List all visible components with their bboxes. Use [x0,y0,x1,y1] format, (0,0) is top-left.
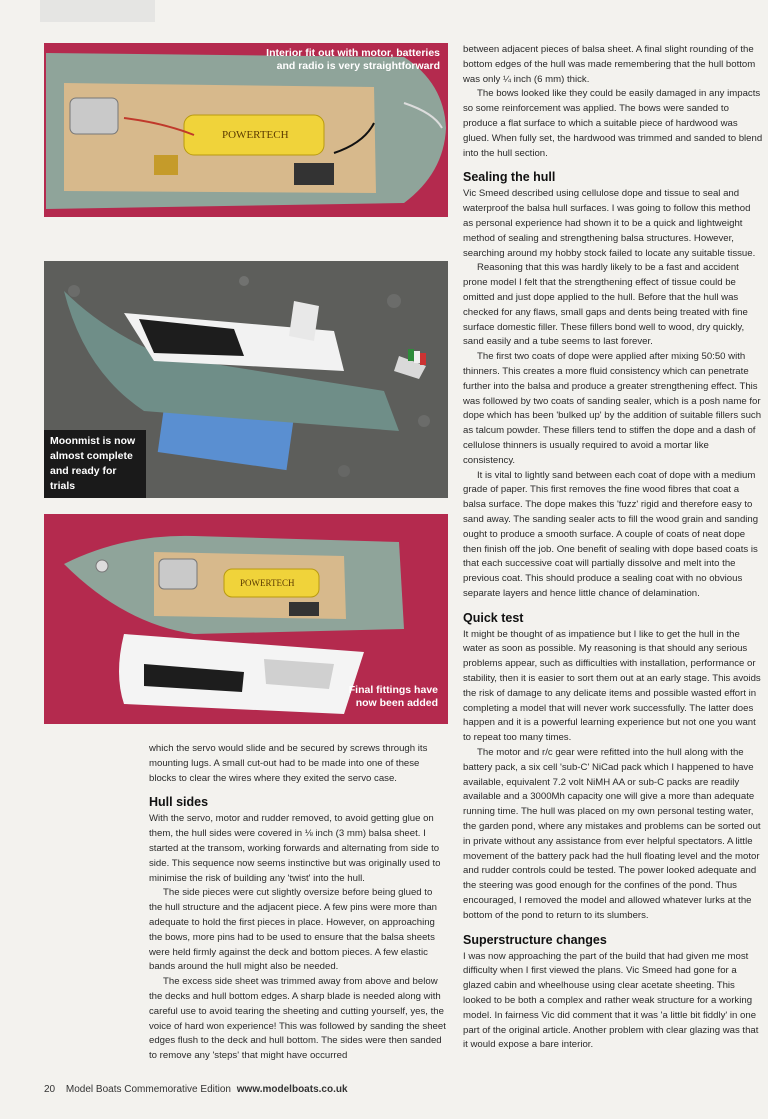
photo-caption: Final fittings have now been added [348,684,438,709]
paragraph: The first two coats of dope were applied after mixing 50:50 with thinners. This creates a more fluid consistency which can penetrate further into the balsa and produce a greater strengthening effect. This was followed by two coats of sanding sealer, which is a posh name for dope which has been 'bulked up' by the addition of suitable fillers such as talcum powder. These fillers tend to stiffen the dope and a dash of cellulose thinners is usually required to avoid a mortar like consistency. [463,351,762,466]
section-heading-sealing: Sealing the hull [463,170,556,185]
paragraph: The bows looked like they could be easily damaged in any impacts so some reinforcement was applied. The bows were sanded to produce a flat surface to which a suitable piece of hardwood was glued. When fully set, the hardwood was trimmed and sanded to blend into the hull section. [463,88,763,159]
paragraph: between adjacent pieces of balsa sheet. A final slight rounding of the bottom edges of the hull was made remembering that the hull bottom was only ¼ inch (6 mm) thick. [463,44,756,85]
website-link[interactable]: www.modelboats.co.uk [236,1084,348,1095]
article-column-right [463,43,763,1053]
page-footer [44,1084,348,1095]
photo-final-fittings [44,514,448,724]
paragraph: With the servo, motor and rudder removed, to avoid getting glue on them, the hull sides were covered in ⅛ inch (3 mm) balsa sheet. I started at the transom, working forwards and alternating from side to side. This sequence now seems instinctive but was originally used to minimise the risk of building any 'twist' into the hull. [149,813,441,884]
paragraph: It is vital to lightly sand between each coat of dope with a medium grade of paper. This first removes the fine wood fibres that coat a balsa surface. The dope makes this 'fuzz' rigid and therefore easy to sand away. The sanding sealer acts to fill the wood grain and sanding ought to produce a smooth surface. A couple of coats of neat dope then finish off the job. One benefit of sealing with dope based coats is that each successive coat will partially dissolve and melt into the previous coat. This should produce a sealing coat with no obvious separate layers and hence little chance of delamination. [463,469,759,599]
paragraph: The motor and r/c gear were refitted into the hull along with the battery pack, a six cell 'sub-C' NiCad pack which I happened to have available, equivalent 7.2 volt NiMH AA or sub-C packs are readily available and a 3000Mh capacity one will give a more than adequate running time. The hull was placed on my own personal testing water, the garden pond, where any mistakes and problems can be sorted out in private without any assistance from ever helpful spectators. A little movement of the battery pack had the hull floating level and the motor and rudder controls could be tested. The power looked adequate and the steering was good enough for the confines of the pond. Thus encouraged, I removed the model and allowed whatever lurks at the bottom of the pond to return to its slumbers. [463,747,761,921]
paragraph: which the servo would slide and be secured by screws through its mounting lugs. A small cut-out had to be made into one of these blocks to clear the wires where they exited the servo case. [149,743,428,784]
page-number: 20 [44,1084,56,1095]
paragraph: It might be thought of as impatience but I like to get the hull in the water as soon as possible. My reasoning is that should any serious problems appear, such as difficulties with installation, performance or stability, then it is easier to sort them out at an early stage. This avoids the risk of damage to any delicate items and possible wasted effort in completing a model that will never work successfully. The latter does happen and it is a powerful learning experience but not one you want to repeat too many times. [463,628,761,744]
paragraph: The side pieces were cut slightly oversize before being glued to the hull structure and the adjacent piece. A few pins were more than adequate to hold the first pieces in place. However, on approaching the bows, more pins had to be used to ensure that the balsa sheets were held firmly against the deck and bottom pieces. A few elastic bands around the hull might also be needed. [149,887,437,973]
publication-name: Model Boats Commemorative Edition [65,1084,231,1095]
photo-moonmist-complete [44,261,448,498]
paragraph: I was now approaching the part of the build that had given me most difficulty when I first viewed the plans. Vic Smeed had gone for a glazed cabin and wheelhouse using clear acetate sheeting. This looked to be both a complex and rather weak structure for a working model. In fairness Vic did comment that it was 'a little bit fiddly' in one part of the original article. Another problem with clear glazing was that it would expose a bare interior. [463,950,759,1051]
photo-interior-fitout [44,43,448,217]
battery-label: POWERTECH [222,129,289,141]
battery-label: POWERTECH [240,578,295,588]
section-heading-quick-test: Quick test [463,610,524,625]
photo-caption: Interior fit out with motor, batteries and radio is very straightforward [266,47,440,72]
paragraph: Vic Smeed described using cellulose dope and tissue to seal and waterproof the balsa hull surfaces. I was going to follow this method as personal experience had shown it to be a quick and lightweight method of sealing and strengthening balsa structures. However, searching around my hobby stock failed to locate any suitable tissue. [463,188,756,259]
paragraph: Reasoning that this was hardly likely to be a fast and accident prone model I felt that the strengthening effect of tissue could be omitted and just dope applied to the hull. Before that the hull was checked for any flaws, small gaps and dents being treated with fine surface domestic filler. These fillers bond well to wood, dry quickly, sand easily and a tube seems to last forever. [463,262,748,348]
header-strip [40,0,155,22]
section-heading-superstructure: Superstructure changes [463,932,607,947]
paragraph: The excess side sheet was trimmed away from above and below the decks and hull bottom edges. A sharp blade is needed along with careful use to avoid tearing the sheeting and cutting yourself, yes, the voice of hard won experience! This was followed by sanding the sheet edges flush to the deck and hull bottom. The sides were then sanded to remove any 'steps' that might have occurred [149,976,446,1062]
section-heading-hull-sides: Hull sides [149,795,209,810]
article-column-left [149,742,447,1064]
photo-caption: Moonmist is now almost complete and ready for trials [44,430,146,498]
